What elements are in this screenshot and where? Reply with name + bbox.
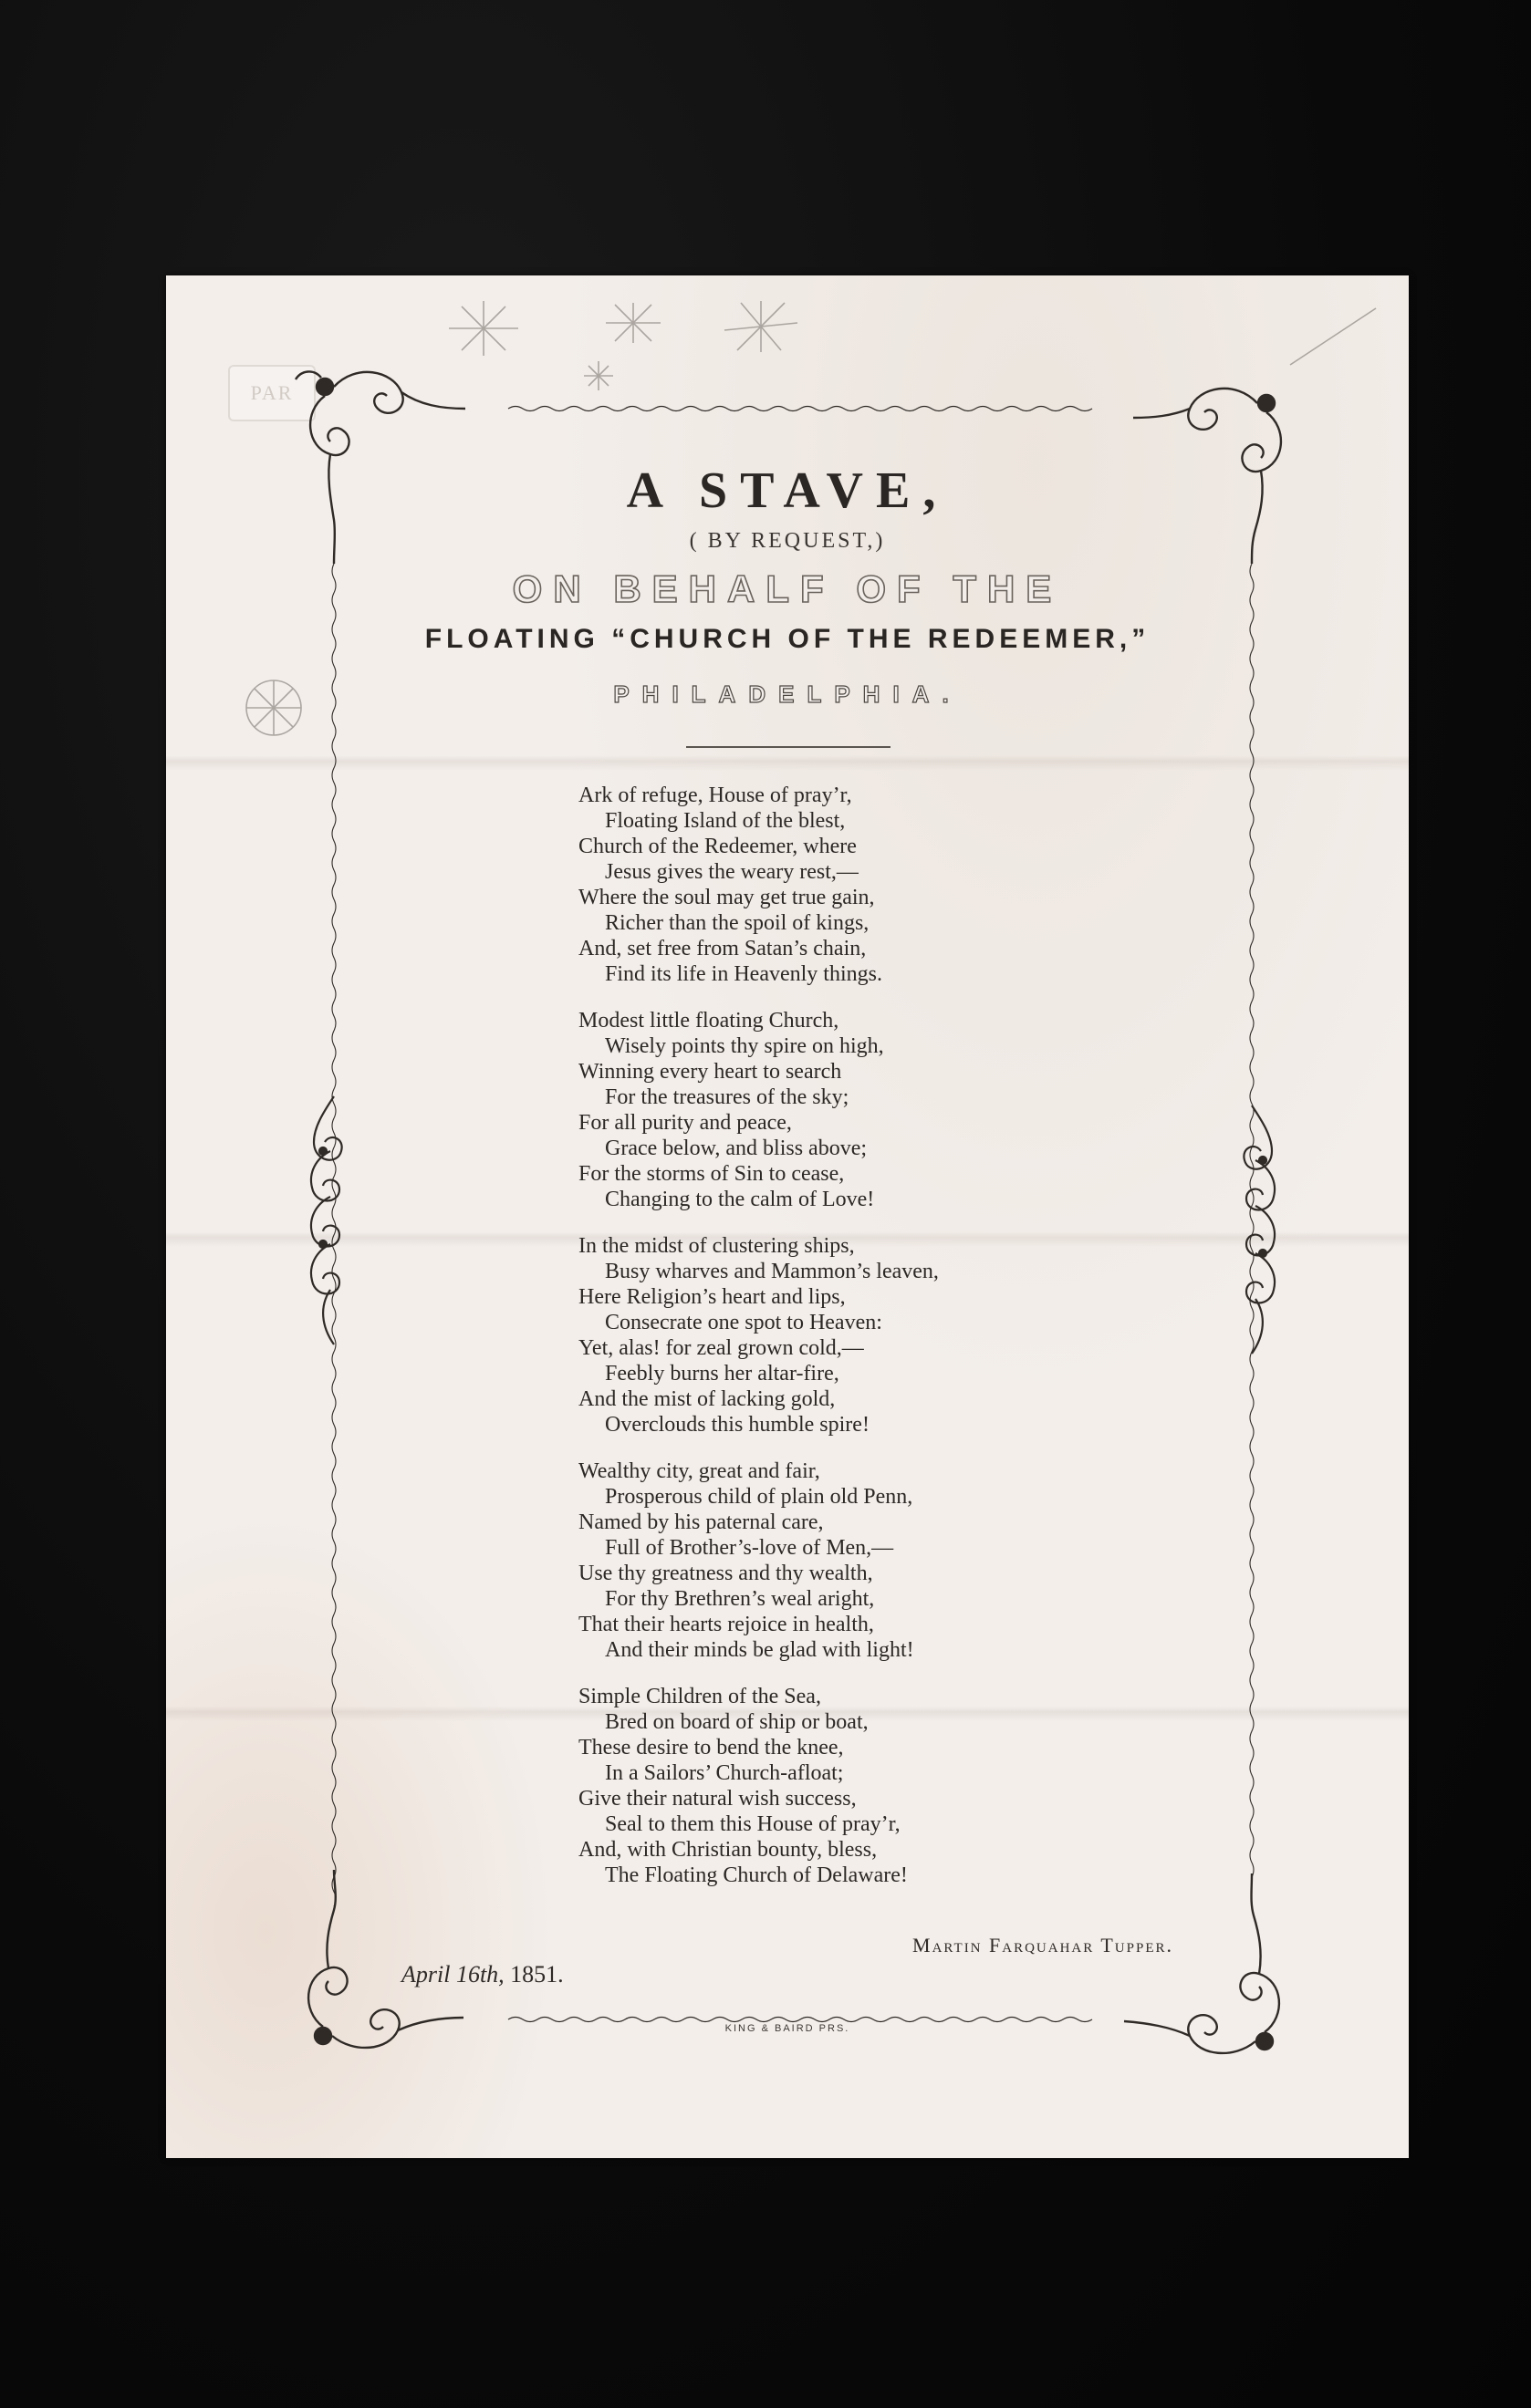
poem-line: In the midst of clustering ships, — [578, 1234, 855, 1258]
poem-line: Named by his paternal care, — [578, 1510, 824, 1534]
side-flourish-right — [1244, 1105, 1275, 1354]
border-left-line — [332, 564, 336, 1906]
printer-imprint: KING & BAIRD PRS. — [724, 2023, 850, 2034]
poem-line: And their minds be glad with light! — [605, 1638, 914, 1662]
stanza — [578, 1458, 1089, 1663]
heading-city: PHILADELPHIA. — [613, 680, 962, 708]
date-year: 1851. — [510, 1961, 564, 1988]
poem-line: Richer than the spoil of kings, — [605, 911, 870, 935]
poem-line: For all purity and peace, — [578, 1111, 792, 1135]
poem-line: For the treasures of the sky; — [605, 1085, 849, 1109]
poem-line: Seal to them this House of pray’r, — [605, 1812, 901, 1836]
pencil-star-3 — [724, 301, 797, 352]
border-right-line — [1250, 564, 1254, 1877]
poem-line: Wealthy city, great and fair, — [578, 1459, 820, 1483]
poem-line: Modest little floating Church, — [578, 1009, 839, 1033]
poem-line: Full of Brother’s-love of Men,— — [605, 1536, 894, 1560]
poem-line: Busy wharves and Mammon’s leaven, — [605, 1260, 939, 1283]
stanza — [578, 1233, 1089, 1438]
border-bottom-line — [508, 2018, 1092, 2022]
poem-line: Prosperous child of plain old Penn, — [605, 1485, 913, 1509]
date-day: April 16th, — [401, 1961, 505, 1988]
poem-line: Where the soul may get true gain, — [578, 886, 875, 909]
heading-church: FLOATING “CHURCH OF THE REDEEMER,” — [424, 624, 1151, 654]
title-divider — [686, 746, 890, 748]
faded-stamp: PAR — [228, 365, 316, 421]
heading-behalf: ON BEHALF OF THE — [512, 567, 1063, 610]
poem-line: For thy Brethren’s weal aright, — [605, 1587, 875, 1611]
printed-sheet — [166, 275, 1409, 2158]
poem-line: Ark of refuge, House of pray’r, — [578, 784, 852, 807]
poem-line: Winning every heart to search — [578, 1060, 842, 1084]
poem-line: Wisely points thy spire on high, — [605, 1034, 884, 1058]
pencil-stroke — [1290, 308, 1376, 365]
poem-line: These desire to bend the knee, — [578, 1736, 844, 1759]
poem-line: Bred on board of ship or boat, — [605, 1710, 869, 1734]
poem-line: Simple Children of the Sea, — [578, 1685, 821, 1708]
poem-line: Floating Island of the blest, — [605, 809, 846, 833]
poem-line: Changing to the calm of Love! — [605, 1188, 875, 1211]
poem-line: Church of the Redeemer, where — [578, 835, 857, 858]
corner-flourish-bottom-left — [308, 1870, 463, 2048]
poem-line: Yet, alas! for zeal grown cold,— — [578, 1336, 864, 1360]
poem-line: Grace below, and bliss above; — [605, 1137, 868, 1160]
stanza — [578, 783, 1089, 987]
pencil-star-2 — [606, 303, 661, 343]
poem-line: Overclouds this humble spire! — [605, 1413, 870, 1437]
pencil-star-1 — [449, 301, 518, 356]
author-signature: Martin Farquahar Tupper. — [912, 1934, 1173, 1956]
poem-line: And, with Christian bounty, bless, — [578, 1838, 878, 1862]
poem-line: That their hearts rejoice in health, — [578, 1613, 874, 1636]
side-flourish-left — [311, 1096, 342, 1344]
poem-line: In a Sailors’ Church-afloat; — [605, 1761, 844, 1785]
poem-line: Feebly burns her altar-fire, — [605, 1362, 839, 1386]
border-top-line — [508, 407, 1092, 411]
poem-line: Give their natural wish success, — [578, 1787, 857, 1811]
poem-line: Find its life in Heavenly things. — [605, 962, 882, 986]
pencil-star-4 — [584, 361, 613, 390]
poem-line: And the mist of lacking gold, — [578, 1387, 836, 1411]
poem-line: Consecrate one spot to Heaven: — [605, 1311, 882, 1334]
publication-date — [401, 1961, 564, 1988]
poem-line: The Floating Church of Delaware! — [605, 1863, 908, 1887]
poem-line: Here Religion’s heart and lips, — [578, 1285, 846, 1309]
stanza — [578, 1008, 1089, 1212]
poem-line: For the storms of Sin to cease, — [578, 1162, 845, 1186]
poem-subtitle: ( BY REQUEST,) — [689, 529, 886, 553]
poem-line: Use thy greatness and thy wealth, — [578, 1562, 873, 1585]
poem-line: And, set free from Satan’s chain, — [578, 937, 867, 960]
stanza — [578, 1684, 1089, 1888]
poem-line: Jesus gives the weary rest,— — [605, 860, 859, 884]
poem-body — [578, 783, 1089, 1909]
poem-title: A STAVE, — [626, 462, 949, 519]
